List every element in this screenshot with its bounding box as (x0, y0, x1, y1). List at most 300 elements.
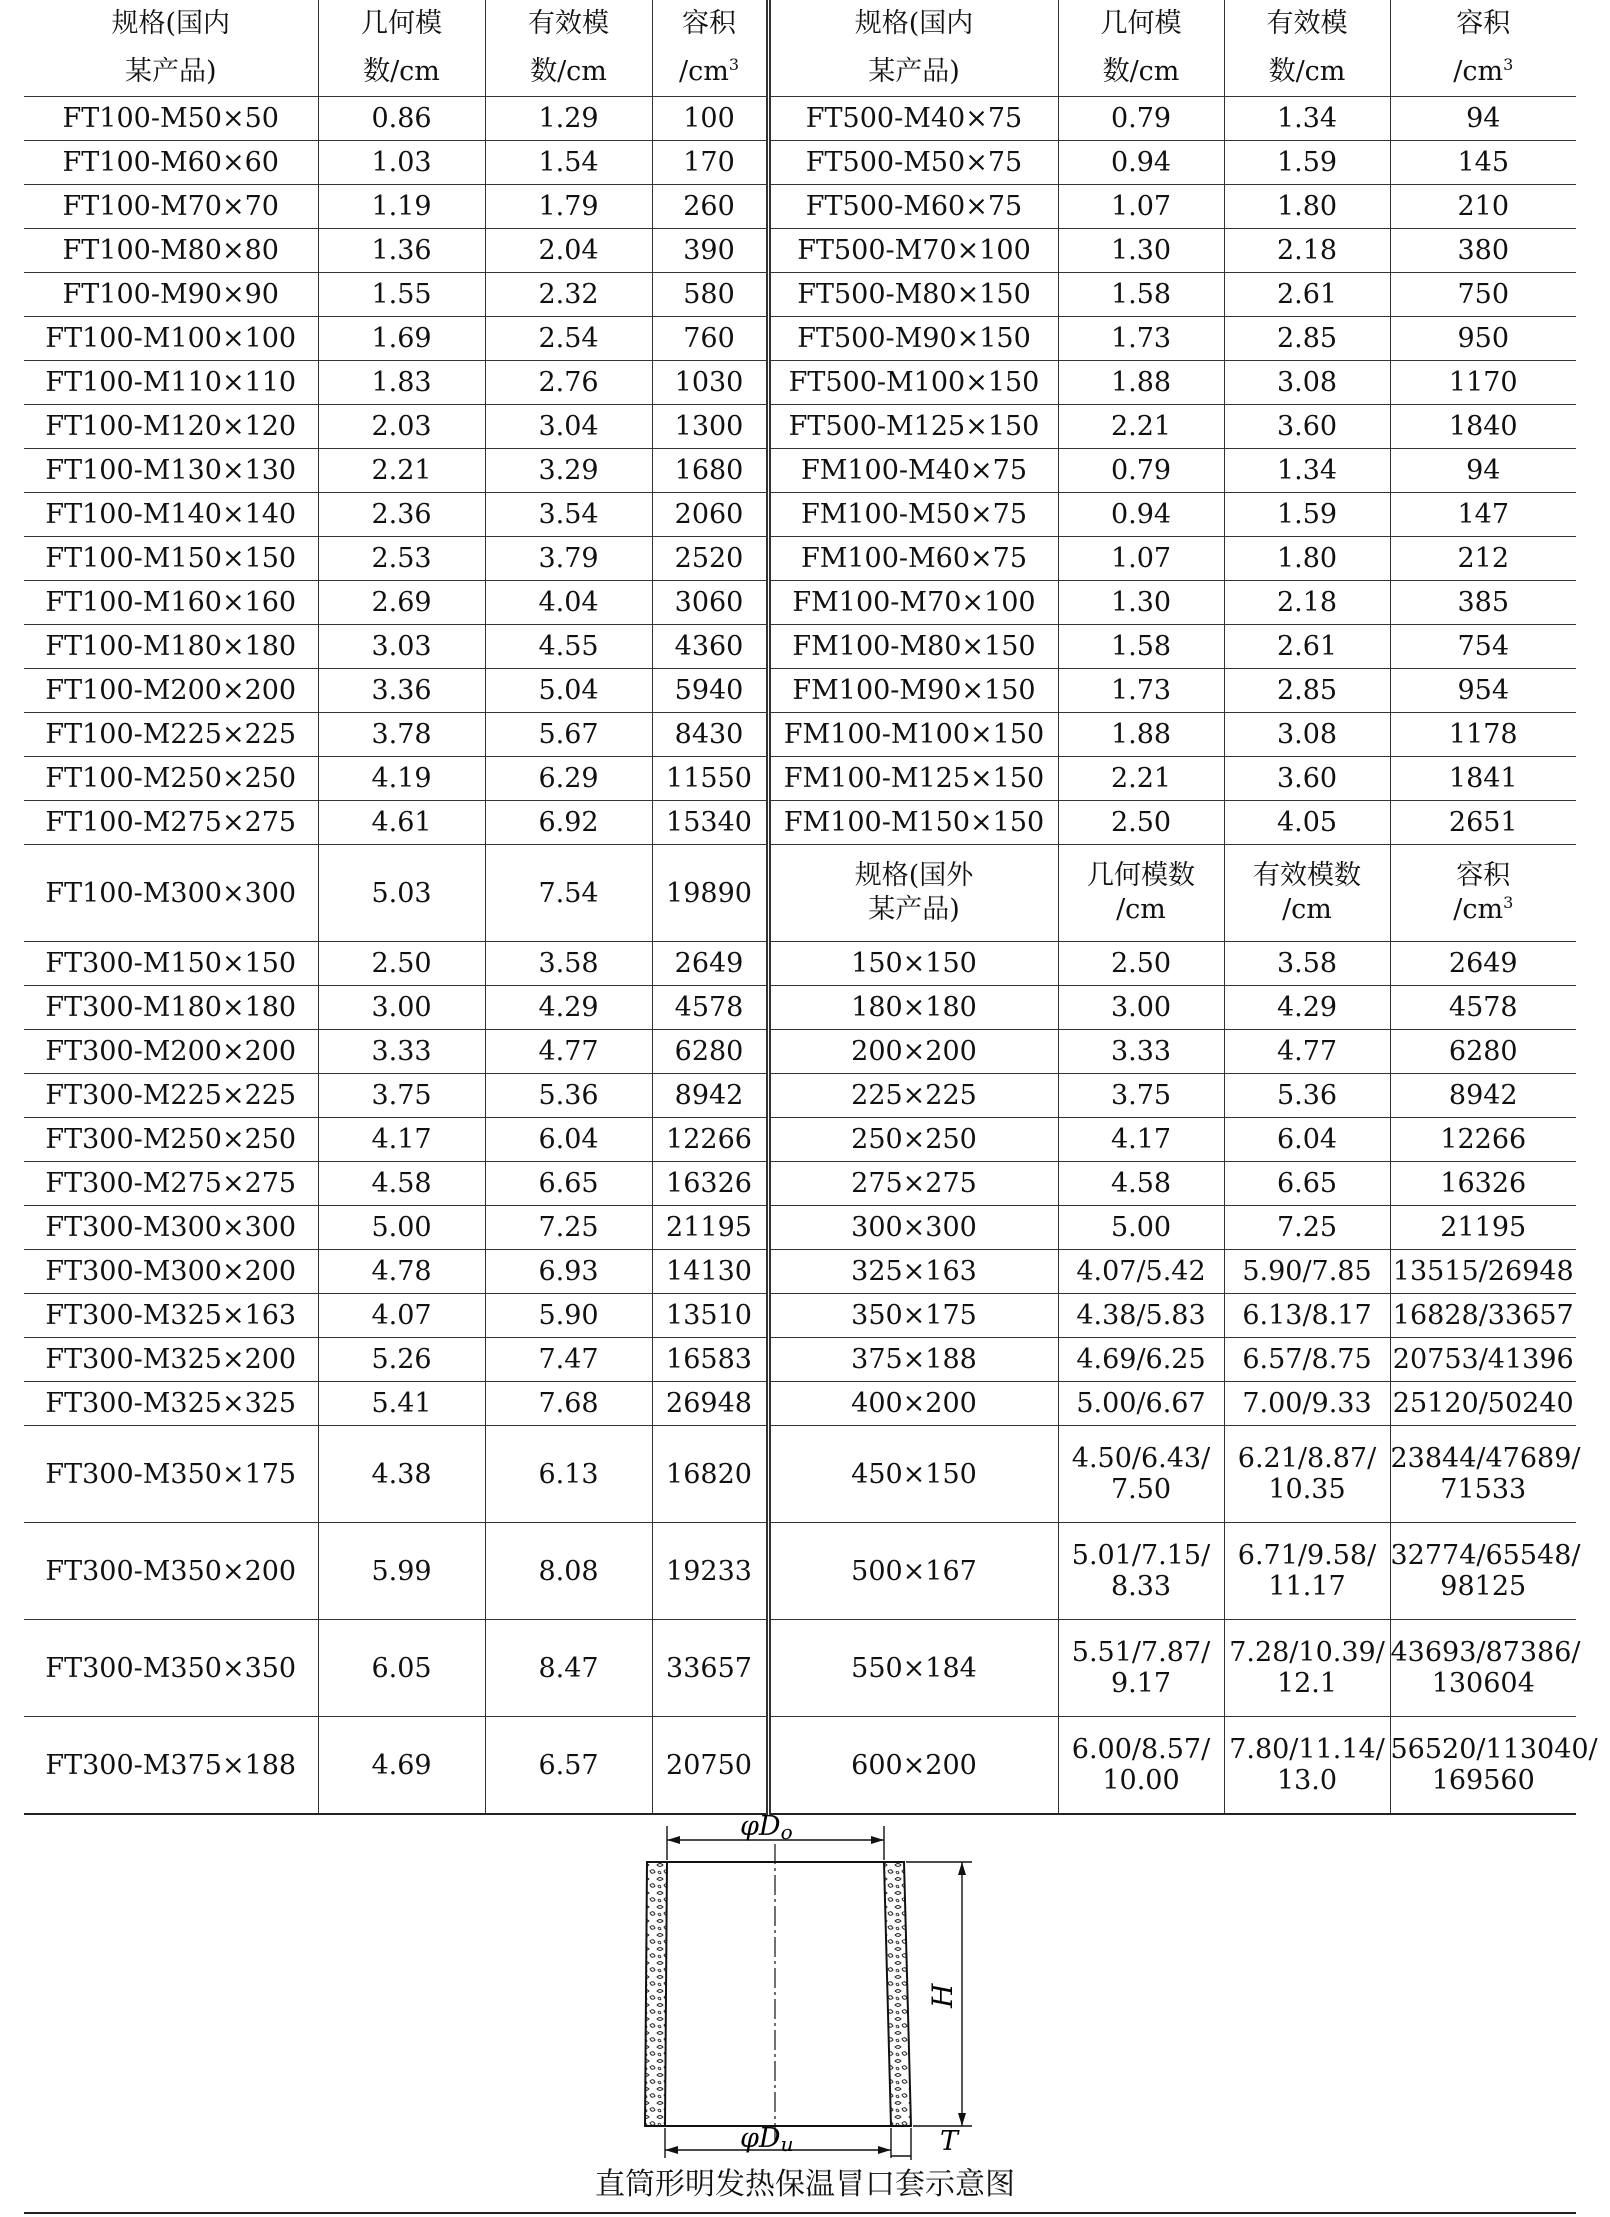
table-row (24, 1250, 1576, 1294)
cell-text: 5.67 (538, 719, 599, 750)
cell-text: 4.07/5.42 (1076, 1256, 1206, 1287)
table-cell (652, 97, 768, 141)
table-row (24, 405, 1576, 449)
cell-text: 19890 (666, 877, 752, 909)
cell-text: 1.54 (538, 147, 599, 178)
table-cell (24, 405, 318, 449)
cell-text: 760 (683, 323, 735, 354)
cell-text: 7.68 (538, 1388, 599, 1419)
table-cell (768, 361, 1058, 405)
bottom-rule (24, 2212, 1576, 2214)
cell-text: 2.85 (1276, 323, 1338, 354)
table-cell (318, 1338, 485, 1382)
table-cell (1058, 1382, 1224, 1426)
table-cell (24, 1620, 318, 1717)
cell-text: 21195 (666, 1212, 752, 1243)
table-cell (485, 1717, 652, 1815)
cell-text: 1.36 (371, 235, 432, 266)
header-line-2: 数/cm (363, 56, 440, 87)
table-cell (1390, 1030, 1576, 1074)
table-cell (652, 317, 768, 361)
cell-text: 1.19 (371, 191, 432, 222)
table-cell (24, 801, 318, 845)
spec-table (24, 0, 1598, 1815)
cell-text: 7.28/10.39/ (1229, 1637, 1385, 1668)
cell-text: 4.38/5.83 (1076, 1300, 1206, 1331)
cell-text: 1.83 (371, 367, 432, 398)
table-cell (768, 1118, 1058, 1162)
table-cell (1224, 97, 1390, 141)
label-height: H (926, 1983, 959, 2008)
table-cell (1058, 1426, 1224, 1523)
table-cell (1390, 1162, 1576, 1206)
table-cell (1058, 1338, 1224, 1382)
cell-text: 2.32 (538, 279, 599, 310)
cell-text: 275×275 (851, 1168, 977, 1199)
table-cell (768, 1074, 1058, 1118)
table-cell (652, 185, 768, 229)
table-cell (1390, 1426, 1581, 1523)
cell-text: 150×150 (851, 948, 977, 979)
table-row (24, 942, 1576, 986)
cell-text: 210 (1457, 191, 1510, 222)
table-row (24, 273, 1576, 317)
cell-text: 7.80/11.14/ (1229, 1734, 1385, 1765)
cell-text: 4.29 (538, 992, 599, 1023)
cell-text: 1.58 (1110, 631, 1172, 662)
header-line-1: 几何模 (361, 8, 442, 39)
cell-text: 4.38 (371, 1458, 432, 1490)
cell-text: 11.17 (1268, 1571, 1346, 1602)
header-line-2: 某产品) (868, 894, 960, 925)
cell-text: 180×180 (851, 992, 977, 1023)
cell-text: 8942 (1448, 1080, 1518, 1111)
header-line-2: 数/cm (530, 56, 607, 87)
header-line-1: 容积 (682, 8, 736, 39)
table-cell (1390, 537, 1576, 581)
cell-text: 4.69 (371, 1749, 432, 1781)
cell-text: 954 (1457, 675, 1510, 706)
cell-text: 2.53 (371, 543, 432, 574)
table-cell (318, 1717, 485, 1815)
label-top-diameter: φDo (740, 1811, 793, 1844)
table-row (24, 581, 1576, 625)
cell-text: 4.58 (1110, 1168, 1172, 1199)
table-cell (318, 1118, 485, 1162)
cell-text: FT100-M250×250 (45, 763, 297, 794)
cell-text: FT500-M60×75 (805, 191, 1023, 222)
header-line-1: 规格(国内 (854, 8, 974, 39)
table-cell (24, 185, 318, 229)
cell-text: FT500-M125×150 (788, 411, 1040, 442)
cell-text: 33657 (666, 1652, 752, 1684)
table-cell (1390, 361, 1576, 405)
table-cell (652, 757, 768, 801)
cell-text: 3.60 (1276, 763, 1338, 794)
header-cell-spec (768, 845, 1058, 942)
table-row (24, 361, 1576, 405)
table-row (24, 713, 1576, 757)
table-cell (652, 1030, 768, 1074)
table-cell (1224, 942, 1390, 986)
table-row (24, 1294, 1576, 1338)
table-cell (652, 669, 768, 713)
table-cell (768, 1162, 1058, 1206)
cell-text: 3.78 (371, 719, 432, 750)
cell-text: FT100-M50×50 (62, 103, 279, 134)
table-cell (24, 229, 318, 273)
table-cell (318, 537, 485, 581)
cell-text: 580 (683, 279, 735, 310)
table-cell (768, 757, 1058, 801)
cell-text: FT100-M60×60 (62, 147, 279, 178)
cell-text: 3.03 (371, 631, 432, 662)
cell-text: 6280 (674, 1036, 744, 1067)
header-cell-eff (1224, 0, 1390, 97)
table-row (24, 1717, 1576, 1815)
table-row (24, 1382, 1576, 1426)
table-cell (1224, 713, 1390, 757)
cell-text: 1030 (674, 367, 744, 398)
table-cell (318, 757, 485, 801)
cell-text: FM100-M100×150 (783, 719, 1045, 750)
cell-text: 6.57/8.75 (1242, 1344, 1372, 1375)
cell-text: 2.03 (371, 411, 432, 442)
table-cell (1058, 1250, 1224, 1294)
table-cell (24, 625, 318, 669)
table-cell (1390, 229, 1576, 273)
table-cell (485, 1338, 652, 1382)
table-cell (1224, 1523, 1390, 1620)
cell-text: FT300-M325×325 (45, 1388, 297, 1419)
cell-text: 2.50 (1110, 948, 1172, 979)
cell-text: 2651 (1448, 807, 1518, 838)
cell-text: 1.34 (1276, 455, 1338, 486)
table-cell (1390, 141, 1576, 185)
cell-text: 1680 (674, 455, 744, 486)
cell-text: FM100-M60×75 (800, 543, 1028, 574)
table-cell (652, 1717, 768, 1815)
cell-text: 12.1 (1276, 1668, 1338, 1699)
cell-text: 2.18 (1276, 235, 1338, 266)
table-cell (1058, 317, 1224, 361)
table-cell (318, 185, 485, 229)
table-cell (485, 1250, 652, 1294)
table-cell (1058, 229, 1224, 273)
cell-text: 400×200 (851, 1388, 977, 1419)
cell-text: 7.54 (538, 877, 599, 909)
header-line-1: 几何模 (1100, 8, 1182, 39)
cell-text: 4.17 (371, 1124, 432, 1155)
table-row (24, 537, 1576, 581)
table-cell (485, 1162, 652, 1206)
table-cell (1224, 229, 1390, 273)
table-cell (24, 1717, 318, 1815)
cell-text: 71533 (1440, 1474, 1527, 1505)
table-cell (1058, 942, 1224, 986)
cell-text: 8.08 (538, 1555, 599, 1587)
table-cell (1224, 1030, 1390, 1074)
cell-text: 2.85 (1276, 675, 1338, 706)
header-line-2: /cm (1453, 56, 1504, 87)
cell-text: FT300-M350×175 (45, 1458, 297, 1490)
header-line-2: /cm (1116, 894, 1166, 925)
table-cell (768, 1030, 1058, 1074)
table-cell (318, 229, 485, 273)
table-cell (1058, 361, 1224, 405)
table-cell (768, 493, 1058, 537)
cell-text: FT300-M150×150 (45, 948, 297, 979)
cell-text: 10.00 (1102, 1765, 1180, 1796)
header-line-2: 某产品) (124, 56, 217, 87)
cell-text: 212 (1457, 543, 1510, 574)
cell-text: 325×163 (851, 1256, 977, 1287)
table-cell (1224, 361, 1390, 405)
cell-text: 1.80 (1276, 543, 1338, 574)
cell-text: 26948 (666, 1388, 752, 1419)
cell-text: 5.99 (371, 1555, 432, 1587)
cell-text: 500×167 (851, 1555, 977, 1587)
figure-caption: 直筒形明发热保温冒口套示意图 (595, 2167, 1015, 2202)
cell-text: 1.69 (371, 323, 432, 354)
cell-text: 2.04 (538, 235, 599, 266)
cell-text: 147 (1457, 499, 1510, 530)
header-cell-spec (24, 0, 318, 97)
cell-text: 8430 (674, 719, 744, 750)
table-cell (24, 986, 318, 1030)
cell-text: FT500-M100×150 (788, 367, 1040, 398)
cell-text: 1.58 (1110, 279, 1172, 310)
table-cell (485, 581, 652, 625)
table-cell (1058, 986, 1224, 1030)
cell-text: 4.50/6.43/ (1071, 1443, 1211, 1474)
cell-text: 1.07 (1110, 191, 1172, 222)
table-cell (768, 1294, 1058, 1338)
label-bottom-diameter: φDu (740, 2123, 794, 2156)
cell-text: FT100-M70×70 (62, 191, 279, 222)
header-line-2: /cm (1282, 894, 1332, 925)
cell-text: 3.33 (371, 1036, 432, 1067)
table-cell (485, 141, 652, 185)
table-cell (768, 669, 1058, 713)
cell-text: 13510 (666, 1300, 752, 1331)
cell-text: 16326 (1440, 1168, 1527, 1199)
table-cell (768, 537, 1058, 581)
cell-text: 2.54 (538, 323, 599, 354)
cell-text: 5.90/7.85 (1242, 1256, 1372, 1287)
table-cell (318, 317, 485, 361)
cell-text: 5.01/7.15/ (1071, 1540, 1211, 1571)
cell-text: 1.55 (371, 279, 432, 310)
cell-text: 550×184 (851, 1652, 977, 1684)
cell-text: 8.33 (1110, 1571, 1172, 1602)
table-cell (1058, 1030, 1224, 1074)
cell-text: 6.71/9.58/ (1237, 1540, 1377, 1571)
cell-text: FT100-M110×110 (45, 367, 297, 398)
cell-text: 3.60 (1276, 411, 1338, 442)
table-cell (768, 1620, 1058, 1717)
cell-text: 3.75 (371, 1080, 432, 1111)
cell-text: 5.00 (1110, 1212, 1172, 1243)
cell-text: 2.18 (1276, 587, 1338, 618)
cell-text: 5.03 (371, 877, 432, 909)
table-cell (1058, 273, 1224, 317)
table-cell (24, 1206, 318, 1250)
cell-text: FT100-M130×130 (45, 455, 297, 486)
cell-text: 1.07 (1110, 543, 1172, 574)
cell-text: 3.29 (538, 455, 599, 486)
cell-text: FT300-M225×225 (45, 1080, 297, 1111)
cell-text: 6280 (1448, 1036, 1518, 1067)
cell-text: 380 (1457, 235, 1510, 266)
table-cell (768, 1717, 1058, 1815)
cell-text: 170 (683, 147, 735, 178)
table-cell (1390, 801, 1576, 845)
unit-exponent: 3 (1503, 55, 1514, 74)
table-cell (318, 141, 485, 185)
cell-text: 4.69/6.25 (1076, 1344, 1206, 1375)
table-cell (1390, 97, 1576, 141)
cell-text: 12266 (1440, 1124, 1527, 1155)
cell-text: 7.25 (538, 1212, 599, 1243)
cell-text: 4.05 (1276, 807, 1338, 838)
cell-text: 2.76 (538, 367, 599, 398)
cell-text: FT300-M250×250 (45, 1124, 297, 1155)
table-cell (318, 942, 485, 986)
table-cell (652, 229, 768, 273)
unit-exponent: 3 (1503, 893, 1514, 912)
header-line-1: 容积 (1456, 8, 1511, 39)
table-cell (1390, 185, 1576, 229)
table-cell (24, 669, 318, 713)
table-cell (768, 581, 1058, 625)
table-cell (318, 801, 485, 845)
table-cell (1390, 1523, 1581, 1620)
table-cell (24, 361, 318, 405)
cell-text: 3.00 (371, 992, 432, 1023)
table-cell (768, 1426, 1058, 1523)
table-row (24, 669, 1576, 713)
table-cell (768, 317, 1058, 361)
cell-text: 12266 (666, 1124, 752, 1155)
cell-text: 260 (683, 191, 735, 222)
table-cell (1058, 581, 1224, 625)
table-cell (652, 1118, 768, 1162)
table-cell (1224, 1382, 1390, 1426)
cell-text: FT500-M40×75 (805, 103, 1023, 134)
cell-text: 4.29 (1276, 992, 1338, 1023)
cell-text: 20753/41396 (1392, 1344, 1574, 1375)
cell-text: 130604 (1431, 1668, 1535, 1699)
table-cell (24, 581, 318, 625)
cell-text: 3060 (674, 587, 744, 618)
cell-text: FT100-M100×100 (45, 323, 297, 354)
header-line-1: 几何模数 (1087, 860, 1195, 891)
cell-text: 0.94 (1110, 147, 1172, 178)
table-cell (1224, 1206, 1390, 1250)
cell-text: 1840 (1448, 411, 1518, 442)
cell-text: 6.93 (538, 1256, 599, 1287)
table-cell (652, 713, 768, 757)
cell-text: FM100-M50×75 (800, 499, 1028, 530)
table-row (24, 801, 1576, 845)
table-cell (1390, 405, 1576, 449)
table-cell (318, 1162, 485, 1206)
table-cell (1224, 625, 1390, 669)
table-cell (1058, 1523, 1224, 1620)
table-cell (318, 1074, 485, 1118)
table-cell (318, 713, 485, 757)
table-cell (768, 942, 1058, 986)
table-cell (1224, 1250, 1390, 1294)
header-line-1: 有效模 (1266, 8, 1348, 39)
sleeve-left-wall (645, 1862, 667, 2126)
cell-text: 1300 (674, 411, 744, 442)
cell-text: FM100-M150×150 (783, 807, 1045, 838)
cell-text: 2.50 (371, 948, 432, 979)
cell-text: FT100-M120×120 (45, 411, 297, 442)
cell-text: 3.33 (1110, 1036, 1172, 1067)
cell-text: 10.35 (1268, 1474, 1346, 1505)
table-cell (768, 1206, 1058, 1250)
cell-text: FT300-M350×350 (45, 1652, 297, 1684)
header-cell-geom (1058, 0, 1224, 97)
table-cell (652, 581, 768, 625)
header-line-2: 数/cm (1102, 56, 1180, 87)
cell-text: 5.04 (538, 675, 599, 706)
table-cell (485, 1426, 652, 1523)
cell-text: 8.47 (538, 1652, 599, 1684)
table-cell (318, 1030, 485, 1074)
table-cell (652, 1074, 768, 1118)
cell-text: 1178 (1448, 719, 1518, 750)
table-cell (1058, 801, 1224, 845)
table-cell (318, 273, 485, 317)
header-line-2: 某产品) (868, 56, 960, 87)
table-cell (1390, 1382, 1576, 1426)
cell-text: 1.30 (1110, 587, 1172, 618)
cell-text: 145 (1457, 147, 1510, 178)
cell-text: FT300-M325×163 (45, 1300, 297, 1331)
cell-text: 6.65 (1276, 1168, 1338, 1199)
table-cell (1224, 669, 1390, 713)
cell-text: 16583 (666, 1344, 752, 1375)
cell-text: 6.65 (538, 1168, 599, 1199)
cell-text: 1.29 (538, 103, 599, 134)
table-cell (1390, 1620, 1581, 1717)
cell-text: 0.94 (1110, 499, 1172, 530)
cell-text: 385 (1457, 587, 1510, 618)
cell-text: 2649 (1448, 948, 1518, 979)
header-cell-geom (1058, 845, 1224, 942)
cell-text: 25120/50240 (1392, 1388, 1574, 1419)
table-cell (1058, 1162, 1224, 1206)
table-cell (318, 1426, 485, 1523)
cell-text: 1.03 (371, 147, 432, 178)
table-cell (1390, 1717, 1598, 1815)
header-line-1: 有效模 (528, 8, 609, 39)
table-cell (24, 97, 318, 141)
table-cell (485, 942, 652, 986)
table-cell (652, 1206, 768, 1250)
table-cell (652, 1162, 768, 1206)
table-cell (485, 185, 652, 229)
cell-text: FT100-M180×180 (45, 631, 297, 662)
cell-text: 7.00/9.33 (1242, 1388, 1372, 1419)
cell-text: 4578 (674, 992, 744, 1023)
table-cell (1390, 942, 1576, 986)
cell-text: 4.04 (538, 587, 599, 618)
